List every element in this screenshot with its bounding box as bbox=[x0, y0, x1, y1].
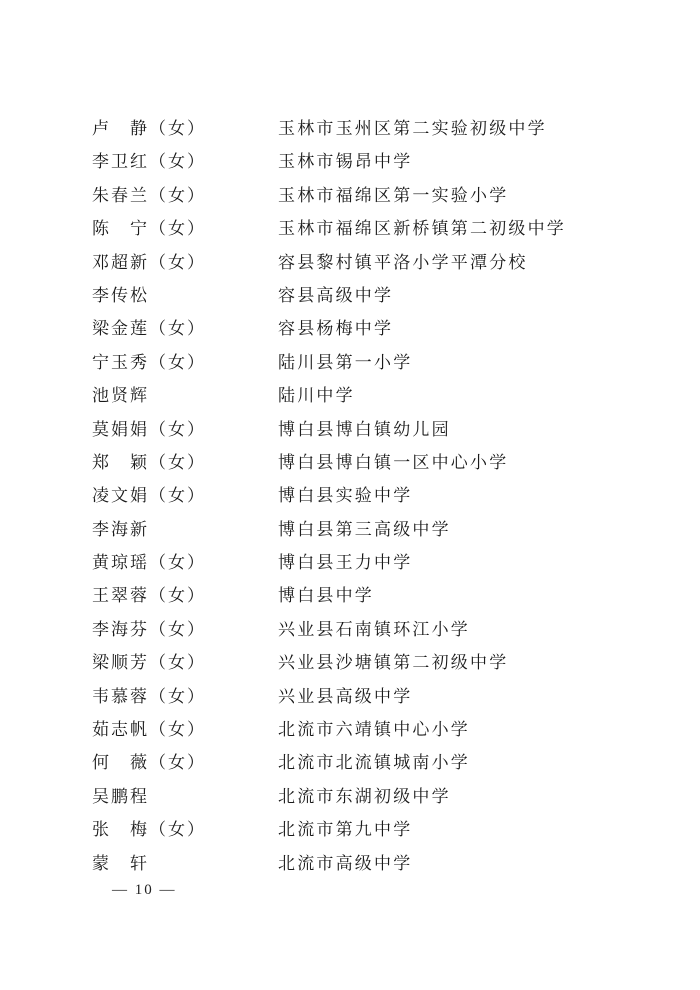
person-name: 李海新 bbox=[92, 519, 149, 540]
person-name: 凌文娟（女） bbox=[92, 486, 206, 507]
school-name: 陆川中学 bbox=[278, 386, 355, 407]
school-name: 玉林市玉州区第二实验初级中学 bbox=[278, 119, 547, 139]
list-item bbox=[92, 213, 652, 246]
school-name: 玉林市福绵区新桥镇第二初级中学 bbox=[278, 219, 566, 240]
list-item bbox=[92, 714, 652, 747]
school-name: 兴业县沙塘镇第二初级中学 bbox=[278, 653, 509, 674]
school-name: 北流市第九中学 bbox=[278, 820, 413, 841]
school-name: 容县黎村镇平洛小学平潭分校 bbox=[278, 252, 528, 273]
list-item bbox=[92, 380, 652, 413]
person-name: 宁玉秀（女） bbox=[92, 352, 206, 373]
school-name: 兴业县高级中学 bbox=[278, 686, 413, 707]
person-name: 郑 颖（女） bbox=[92, 452, 206, 473]
school-name: 北流市北流镇城南小学 bbox=[278, 753, 470, 774]
person-name: 王翠蓉（女） bbox=[92, 586, 206, 607]
school-name: 玉林市福绵区第一实验小学 bbox=[278, 185, 509, 206]
list-item bbox=[92, 280, 652, 313]
list-item bbox=[92, 681, 652, 714]
list-item bbox=[92, 814, 652, 847]
person-name: 陈 宁（女） bbox=[92, 219, 206, 240]
school-name: 兴业县石南镇环江小学 bbox=[278, 619, 470, 640]
school-name: 北流市六靖镇中心小学 bbox=[278, 720, 470, 741]
person-name: 黄琼瑶（女） bbox=[92, 553, 206, 574]
person-name: 邓超新（女） bbox=[92, 252, 206, 273]
list-item bbox=[92, 848, 652, 881]
school-name: 北流市东湖初级中学 bbox=[278, 786, 451, 807]
person-name: 梁顺芳（女） bbox=[92, 653, 206, 674]
school-name: 博白县实验中学 bbox=[278, 486, 413, 507]
list-item bbox=[92, 480, 652, 513]
list-item bbox=[92, 614, 652, 647]
person-name: 张 梅（女） bbox=[92, 820, 206, 841]
school-name: 玉林市锡昂中学 bbox=[278, 152, 413, 173]
list-item bbox=[92, 414, 652, 447]
person-name: 吴鹏程 bbox=[92, 786, 149, 807]
list-item bbox=[92, 180, 652, 213]
school-name: 博白县第三高级中学 bbox=[278, 519, 451, 540]
list-item bbox=[92, 113, 652, 146]
list-item bbox=[92, 514, 652, 547]
list-item bbox=[92, 647, 652, 680]
honoree-list bbox=[92, 113, 652, 881]
school-name: 博白县中学 bbox=[278, 586, 374, 607]
person-name: 莫娟娟（女） bbox=[92, 419, 206, 440]
list-item bbox=[92, 247, 652, 280]
list-item bbox=[92, 547, 652, 580]
list-item bbox=[92, 146, 652, 179]
list-item bbox=[92, 313, 652, 346]
list-item bbox=[92, 580, 652, 613]
school-name: 北流市高级中学 bbox=[278, 853, 413, 874]
person-name: 梁金莲（女） bbox=[92, 319, 206, 340]
person-name: 何 薇（女） bbox=[92, 753, 206, 774]
person-name: 蒙 轩 bbox=[92, 853, 149, 874]
list-item bbox=[92, 347, 652, 380]
list-item bbox=[92, 447, 652, 480]
person-name: 卢 静（女） bbox=[92, 119, 206, 139]
school-name: 陆川县第一小学 bbox=[278, 352, 413, 373]
person-name: 朱春兰（女） bbox=[92, 185, 206, 206]
person-name: 池贤辉 bbox=[92, 386, 149, 407]
school-name: 容县杨梅中学 bbox=[278, 319, 394, 340]
list-item bbox=[92, 747, 652, 780]
person-name: 李传松 bbox=[92, 285, 149, 306]
page-number: — 10 — bbox=[112, 882, 177, 898]
school-name: 容县高级中学 bbox=[278, 285, 394, 306]
school-name: 博白县博白镇一区中心小学 bbox=[278, 452, 509, 473]
school-name: 博白县博白镇幼儿园 bbox=[278, 419, 451, 440]
person-name: 韦慕蓉（女） bbox=[92, 686, 206, 707]
school-name: 博白县王力中学 bbox=[278, 553, 413, 574]
person-name: 李卫红（女） bbox=[92, 152, 206, 173]
person-name: 李海芬（女） bbox=[92, 619, 206, 640]
person-name: 茹志帆（女） bbox=[92, 720, 206, 741]
list-item bbox=[92, 781, 652, 814]
